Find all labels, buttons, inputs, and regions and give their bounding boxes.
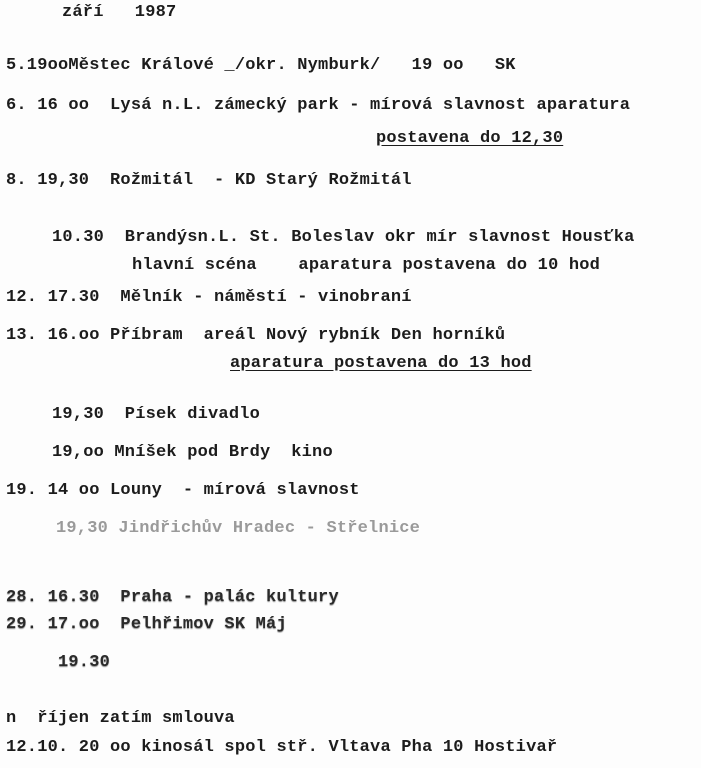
schedule-line bbox=[6, 95, 630, 117]
schedule-line: 13. 16.oo Příbram areál Nový rybník Den horníků bbox=[6, 326, 506, 345]
schedule-note-underlined: postavena do 12,30 bbox=[376, 129, 564, 148]
schedule-text: 6. 16 oo Lysá n.L. zámecký park - mírová slavnost aparatura bbox=[6, 96, 631, 115]
schedule-line: 8. 19,30 Rožmitál - KD Starý Rožmitál bbox=[6, 171, 412, 190]
schedule-line: 28. 16.30 Praha - palác kultury bbox=[6, 588, 339, 607]
schedule-line: 19,30 Písek divadlo bbox=[52, 405, 261, 424]
month-header: září 1987 bbox=[62, 3, 177, 22]
schedule-line: 19,oo Mníšek pod Brdy kino bbox=[52, 443, 333, 462]
schedule-line: 5.19ooMěstec Králové _/okr. Nymburk/ 19 oo SK bbox=[6, 56, 516, 75]
schedule-line-faded: 19,30 Jindřichův Hradec - Střelnice bbox=[56, 519, 421, 538]
schedule-line: 12. 17.30 Mělník - náměstí - vinobraní bbox=[6, 288, 412, 307]
schedule-line: 10.30 Brandýsn.L. St. Boleslav okr mír slavnost Housťka bbox=[52, 228, 635, 247]
schedule-line: 12.10. 20 oo kinosál spol stř. Vltava Pha 10 Hostivař bbox=[6, 738, 558, 757]
schedule-note: hlavní scéna aparatura postavena do 10 hod bbox=[132, 256, 601, 275]
schedule-line: 29. 17.oo Pelhřimov SK Máj bbox=[6, 615, 287, 634]
schedule-line: 19. 14 oo Louny - mírová slavnost bbox=[6, 481, 360, 500]
schedule-line: n říjen zatím smlouva bbox=[6, 709, 235, 728]
schedule-note-underlined: aparatura postavena do 13 hod bbox=[230, 354, 532, 373]
schedule-line: 19.30 bbox=[58, 653, 111, 672]
